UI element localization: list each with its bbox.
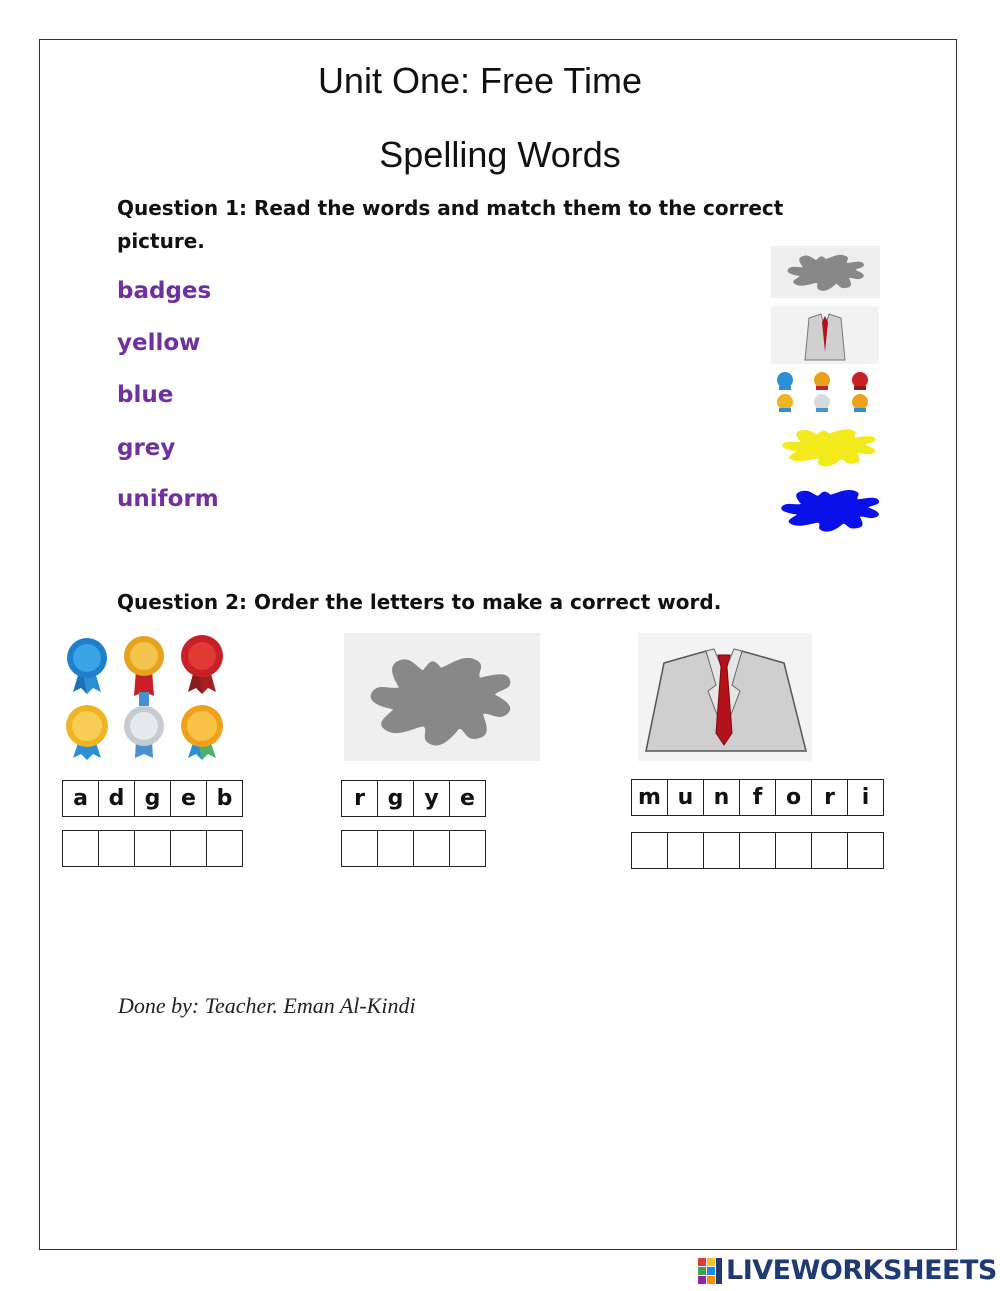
yellow-splat-picture[interactable]: [777, 420, 881, 472]
letter-tile: u: [667, 779, 704, 816]
answer-boxes-uniform: [631, 832, 883, 869]
letter-tile: e: [449, 780, 486, 817]
answer-boxes-grey: [341, 830, 485, 867]
letter-tile: m: [631, 779, 668, 816]
uniform-picture[interactable]: [771, 306, 879, 364]
question-1-prompt: Question 1: Read the words and match them to the correct picture.: [117, 196, 784, 253]
answer-input[interactable]: [775, 832, 812, 869]
grey-splat-picture[interactable]: [771, 246, 880, 298]
brand-name: LIVEWORKSHEETS: [726, 1255, 997, 1286]
answer-boxes-badges: [62, 830, 242, 867]
liveworksheets-logo-icon: [698, 1258, 724, 1284]
teacher-signature: Done by: Teacher. Eman Al-Kindi: [118, 993, 416, 1018]
scrambled-letters-badges: [62, 780, 242, 817]
letter-tile: f: [739, 779, 776, 816]
badges-picture[interactable]: [767, 370, 879, 414]
splat-shape: [781, 490, 879, 532]
badges-large-picture: [60, 628, 230, 760]
letter-tile: r: [811, 779, 848, 816]
page-title: Unit One: Free Time: [317, 60, 643, 101]
answer-input[interactable]: [206, 830, 243, 867]
letter-tile: d: [98, 780, 135, 817]
answer-input[interactable]: [847, 832, 884, 869]
answer-input[interactable]: [811, 832, 848, 869]
letter-tile: i: [847, 779, 884, 816]
letter-tile: a: [62, 780, 99, 817]
scrambled-letters-grey: [341, 780, 485, 817]
letter-tile: b: [206, 780, 243, 817]
scrambled-letters-uniform: [631, 779, 883, 816]
letter-tile: n: [703, 779, 740, 816]
uniform-large-picture: [638, 633, 812, 761]
splat-shape: [782, 429, 875, 466]
answer-input[interactable]: [703, 832, 740, 869]
match-word-uniform[interactable]: uniform: [117, 486, 219, 512]
answer-input[interactable]: [134, 830, 171, 867]
letter-tile: e: [170, 780, 207, 817]
letter-tile: g: [134, 780, 171, 817]
answer-input[interactable]: [667, 832, 704, 869]
answer-input[interactable]: [341, 830, 378, 867]
answer-input[interactable]: [449, 830, 486, 867]
answer-input[interactable]: [98, 830, 135, 867]
letter-tile: y: [413, 780, 450, 817]
answer-input[interactable]: [62, 830, 99, 867]
answer-input[interactable]: [739, 832, 776, 869]
grey-splat-large-picture: [344, 633, 540, 761]
question-2-prompt: Question 2: Order the letters to make a correct word.: [117, 590, 722, 614]
blue-splat-picture[interactable]: [775, 480, 887, 538]
letter-tile: o: [775, 779, 812, 816]
match-word-grey[interactable]: grey: [117, 435, 176, 461]
letter-tile: r: [341, 780, 378, 817]
match-word-yellow[interactable]: yellow: [117, 330, 201, 356]
answer-input[interactable]: [413, 830, 450, 867]
liveworksheets-brand[interactable]: [698, 1255, 997, 1286]
match-word-badges[interactable]: badges: [117, 278, 212, 304]
answer-input[interactable]: [377, 830, 414, 867]
letter-tile: g: [377, 780, 414, 817]
answer-input[interactable]: [631, 832, 668, 869]
page-subtitle: Spelling Words: [379, 134, 621, 175]
answer-input[interactable]: [170, 830, 207, 867]
match-word-blue[interactable]: blue: [117, 382, 174, 408]
